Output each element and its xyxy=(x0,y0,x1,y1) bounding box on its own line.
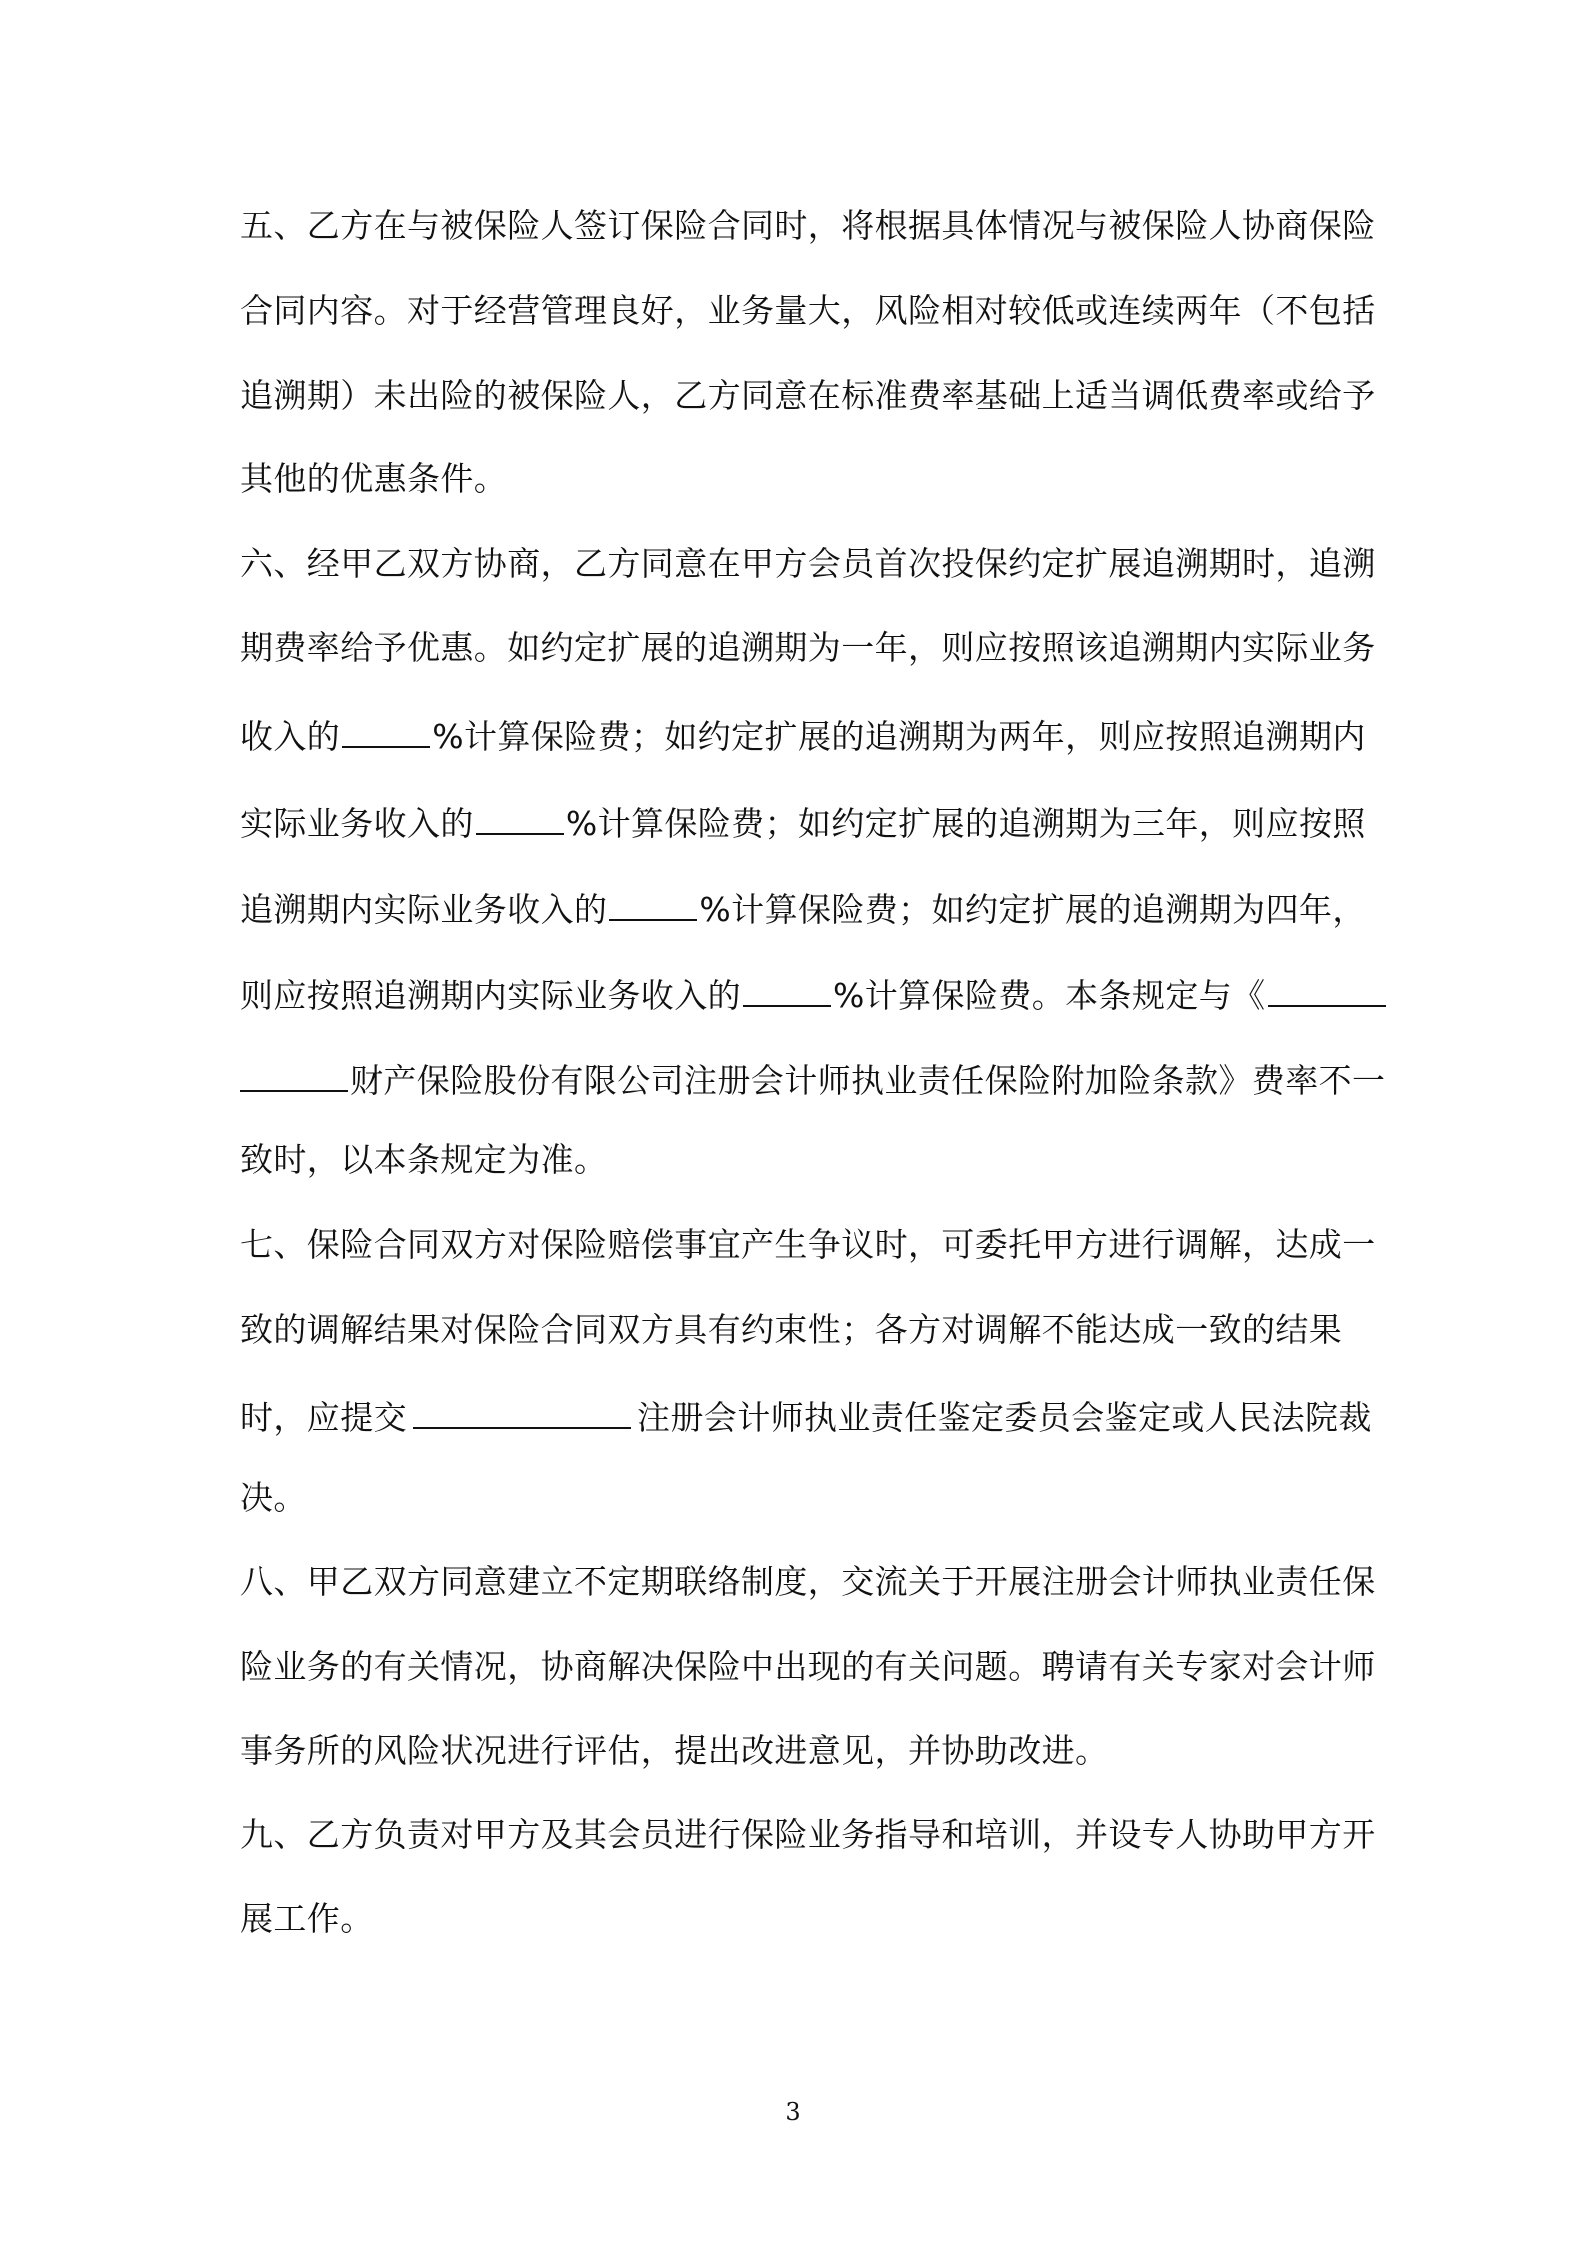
paragraph-6-line-6 xyxy=(240,975,1360,1016)
paragraph-7-line-2: 致的调解结果对保险合同双方具有约束性；各方对调解不能达成一致的结果 xyxy=(240,1310,1343,1349)
paragraph-9-line-1: 九、乙方负责对甲方及其会员进行保险业务指导和培训，并设专人协助甲方开 xyxy=(240,1815,1376,1854)
paragraph-6-line-2: 期费率给予优惠。如约定扩展的追溯期为一年，则应按照该追溯期内实际业务 xyxy=(240,628,1376,667)
paragraph-7-line-3 xyxy=(240,1397,1372,1438)
paragraph-9-line-2: 展工作。 xyxy=(240,1899,374,1938)
paragraph-6-line-5 xyxy=(240,889,1366,930)
blank-rate-2-field[interactable] xyxy=(476,803,564,835)
paragraph-6-line-5-start: 追溯期内实际业务收入的 xyxy=(240,890,608,929)
paragraph-6-line-4 xyxy=(240,803,1366,844)
paragraph-8-line-1: 八、甲乙双方同意建立不定期联络制度，交流关于开展注册会计师执业责任保 xyxy=(240,1562,1376,1601)
paragraph-7-line-3-start: 时，应提交 xyxy=(240,1398,407,1437)
paragraph-6-line-3-end: %计算保险费；如约定扩展的追溯期为两年，则应按照追溯期内 xyxy=(432,717,1366,756)
paragraph-7-line-4: 决。 xyxy=(240,1478,307,1517)
paragraph-6-line-3 xyxy=(240,716,1366,757)
paragraph-6-line-4-end: %计算保险费；如约定扩展的追溯期为三年，则应按照 xyxy=(565,804,1366,843)
blank-mediation-body-field[interactable] xyxy=(413,1397,631,1429)
paragraph-6-line-7-text: 财产保险股份有限公司注册会计师执业责任保险附加险条款》费率不一 xyxy=(350,1061,1386,1100)
paragraph-6-line-3-start: 收入的 xyxy=(240,717,341,756)
page-number: 3 xyxy=(785,2098,801,2126)
paragraph-5-line-4: 其他的优惠条件。 xyxy=(240,459,508,498)
paragraph-5-line-1: 五、乙方在与被保险人签订保险合同时，将根据具体情况与被保险人协商保险 xyxy=(240,206,1376,245)
blank-rate-4-field[interactable] xyxy=(743,975,831,1007)
blank-insurer-name-part-2-field[interactable] xyxy=(240,1060,348,1092)
paragraph-7-line-1: 七、保险合同双方对保险赔偿事宜产生争议时，可委托甲方进行调解，达成一 xyxy=(240,1225,1376,1264)
paragraph-6-line-5-end: %计算保险费；如约定扩展的追溯期为四年， xyxy=(699,890,1366,929)
paragraph-5-line-2: 合同内容。对于经营管理良好，业务量大，风险相对较低或连续两年（不包括 xyxy=(240,291,1376,330)
paragraph-6-line-4-start: 实际业务收入的 xyxy=(240,804,474,843)
paragraph-8-line-2: 险业务的有关情况，协商解决保险中出现的有关问题。聘请有关专家对会计师 xyxy=(240,1647,1376,1686)
paragraph-5-line-3: 追溯期）未出险的被保险人，乙方同意在标准费率基础上适当调低费率或给予 xyxy=(240,376,1376,415)
paragraph-8-line-3: 事务所的风险状况进行评估，提出改进意见，并协助改进。 xyxy=(240,1731,1109,1770)
blank-rate-1-field[interactable] xyxy=(342,716,430,748)
paragraph-7-line-3-end: 注册会计师执业责任鉴定委员会鉴定或人民法院裁 xyxy=(637,1398,1372,1437)
paragraph-6-line-7 xyxy=(240,1060,1386,1101)
blank-rate-3-field[interactable] xyxy=(609,889,697,921)
blank-insurer-name-part-1-field[interactable] xyxy=(1268,975,1386,1007)
paragraph-6-line-6-end: %计算保险费。本条规定与《 xyxy=(833,976,1266,1015)
paragraph-6-line-8: 致时，以本条规定为准。 xyxy=(240,1140,608,1179)
paragraph-6-line-1: 六、经甲乙双方协商，乙方同意在甲方会员首次投保约定扩展追溯期时，追溯 xyxy=(240,544,1376,583)
paragraph-6-line-6-start: 则应按照追溯期内实际业务收入的 xyxy=(240,976,741,1015)
